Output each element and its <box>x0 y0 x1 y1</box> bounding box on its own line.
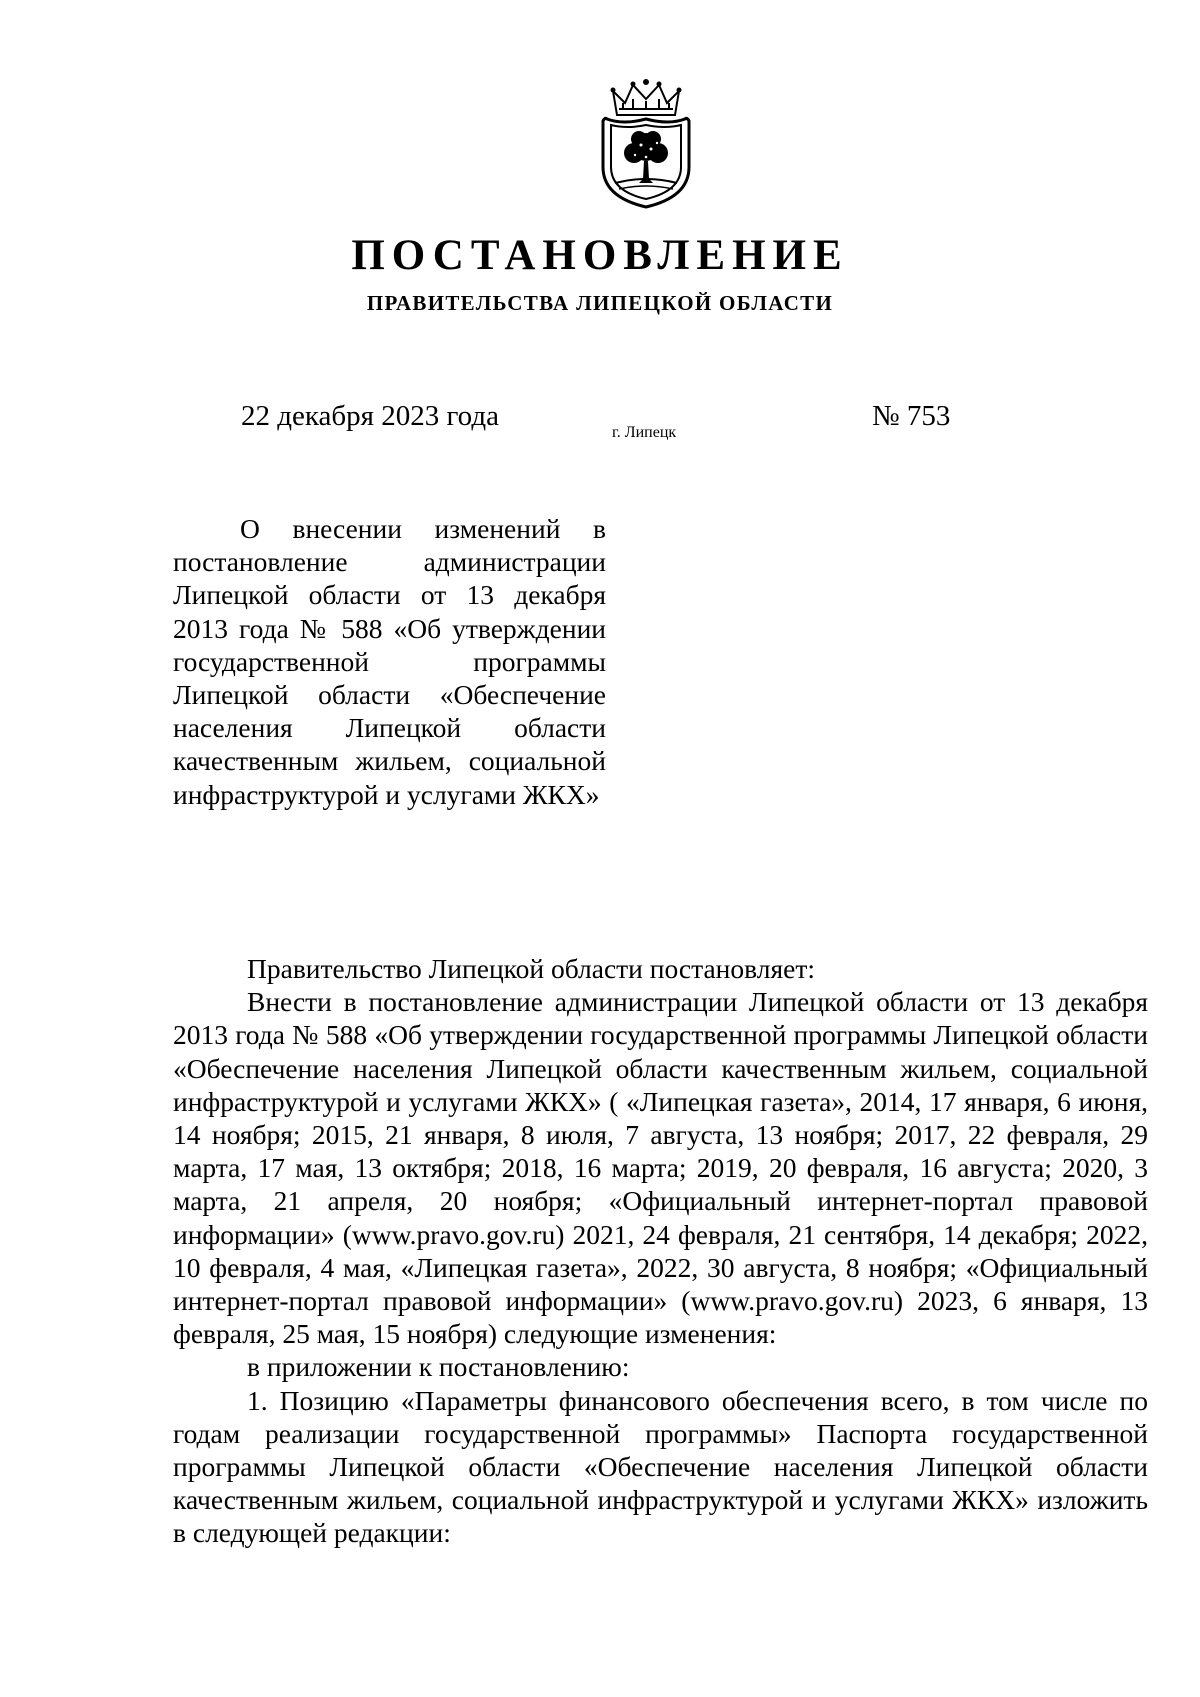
document-city: г. Липецк <box>612 424 677 441</box>
body-paragraph: Внести в постановление администрации Липецкой области от 13 декабря 2013 года № 588 «Об утверждении государственной программы Липецкой области «Обеспечение населения Липецкой области качественным жильем, социальной инфраструктурой и услугами ЖКХ» ( «Липецкая газета», 2014, 17 января, 6 июня, 14 ноября; 2015, 21 января, 8 июля, 7 августа, 13 ноября; 2017, 22 февраля, 29 марта, 17 мая, 13 октября; 2018, 16 марта; 2019, 20 февраля, 16 августа; 2020, 3 марта, 21 апреля, 20 ноября; «Официальный интернет-портал правовой информации» (www.pravo.gov.ru) 2021, 24 февраля, 21 сентября, 14 декабря; 2022, 10 февраля, 4 мая, «Липецкая газета», 2022, 30 августа, 8 ноября; «Официальный интернет-портал правовой информации» (www.pravo.gov.ru) 2023, 6 января, 13 февраля, 25 мая, 15 ноября) следующие изменения: <box>173 986 1148 1350</box>
coat-of-arms-icon <box>599 79 693 211</box>
body-paragraph: в приложении к постановлению: <box>247 1351 630 1383</box>
document-date: 22 декабря 2023 года <box>241 400 499 432</box>
document-number: № 753 <box>872 400 951 432</box>
document-body <box>173 952 1148 1550</box>
document-issuer: ПРАВИТЕЛЬСТВА ЛИПЕЦКОЙ ОБЛАСТИ <box>366 291 834 315</box>
body-paragraph: Правительство Липецкой области постановляет: <box>247 953 816 984</box>
document-title: ПОСТАНОВЛЕНИЕ <box>351 232 849 279</box>
body-paragraph: 1. Позицию «Параметры финансового обеспечения всего, в том числе по годам реализации государственной программы» Паспорта государственной программы Липецкой области «Обеспечение населения Липецкой области качественным жильем, социальной инфраструктурой и услугами ЖКХ» изложить в следующей редакции: <box>173 1384 1148 1549</box>
document-subject: О внесении изменений в постановление администрации Липецкой области от 13 декабря 2013 года № 588 «Об утверждении государственной программы Липецкой области «Обеспечение населения Липецкой области качественным жильем, социальной инфраструктурой и услугами ЖКХ» <box>173 513 606 810</box>
